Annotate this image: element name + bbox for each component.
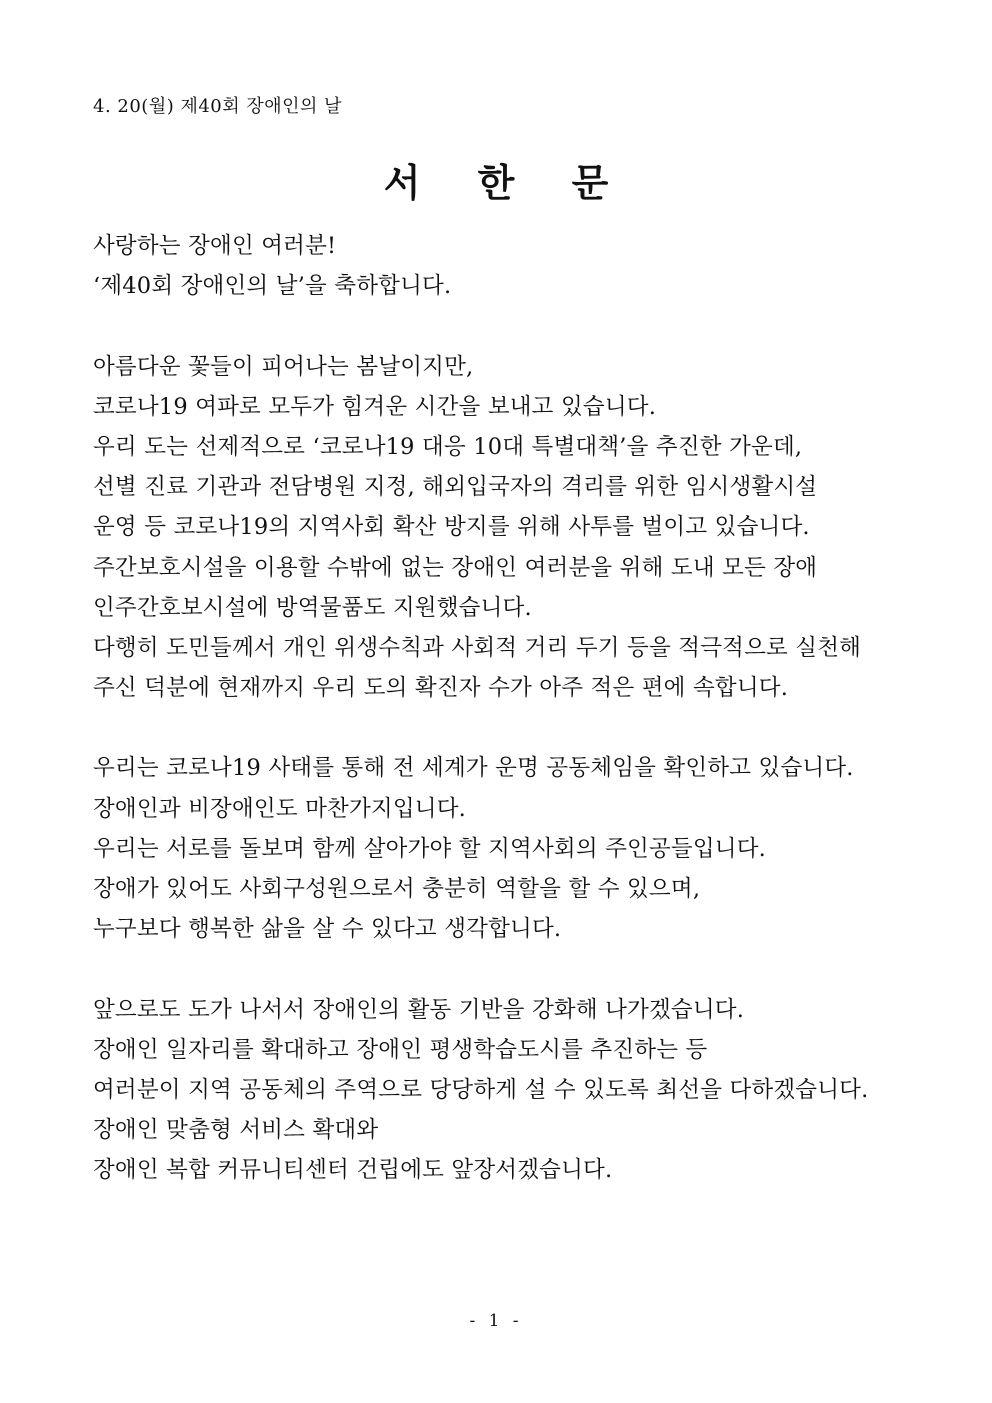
date-event-line: 4. 20(월) 제40회 장애인의 날 [93, 96, 343, 117]
body-line: 사랑하는 장애인 여러분! [93, 233, 337, 259]
letter-body [93, 226, 913, 1231]
body-line: 앞으로도 도가 나서서 장애인의 활동 기반을 강화해 나가겠습니다. [93, 996, 745, 1023]
body-line: 주간보호시설을 이용할 수밖에 없는 장애인 여러분을 위해 도내 모든 장애 [93, 554, 818, 581]
body-line: 우리는 서로를 돌보며 함께 살아가야 할 지역사회의 주인공들입니다. [93, 835, 766, 862]
body-line: 장애인 복합 커뮤니티센터 건립에도 앞장서겠습니다. [93, 1157, 613, 1184]
body-line: 선별 진료 기관과 전담병원 지정, 해외입국자의 격리를 위한 임시생활시설 [93, 474, 818, 501]
page-number: - 1 - [469, 1311, 523, 1331]
body-line: 장애인 일자리를 확대하고 장애인 평생학습도시를 추진하는 등 [93, 1036, 708, 1063]
body-line: 아름다운 꽃들이 피어나는 봄날이지만, [93, 353, 474, 380]
body-line: 운영 등 코로나19의 지역사회 확산 방지를 위해 사투를 벌이고 있습니다. [93, 514, 810, 541]
body-line: 여러분이 지역 공동체의 주역으로 당당하게 설 수 있도록 최선을 다하겠습니다. [93, 1076, 869, 1103]
document-title: 서 한 문 [383, 160, 631, 205]
paragraph-community [93, 748, 913, 949]
body-line: 인주간호보시설에 방역물품도 지원했습니다. [93, 594, 532, 621]
body-line: 장애가 있어도 사회구성원으로서 충분히 역할을 할 수 있으며, [93, 876, 701, 902]
body-line: 장애인과 비장애인도 마찬가지입니다. [93, 795, 467, 822]
body-line: 다행히 도민들께서 개인 위생수칙과 사회적 거리 두기 등을 적극적으로 실천해 [93, 634, 862, 661]
body-line: 우리는 코로나19 사태를 통해 전 세계가 운명 공동체임을 확인하고 있습니다. [93, 755, 854, 782]
body-line: ‘제40회 장애인의 날’을 축하합니다. [93, 273, 452, 300]
paragraph-greeting [93, 226, 913, 306]
body-line: 코로나19 여파로 모두가 힘겨운 시간을 보내고 있습니다. [93, 393, 657, 420]
paragraph-covid-response [93, 347, 913, 709]
body-line: 장애인 맞춤형 서비스 확대와 [93, 1117, 379, 1144]
paragraph-future-plans [93, 990, 913, 1191]
body-line: 누구보다 행복한 삶을 살 수 있다고 생각합니다. [93, 916, 562, 943]
body-line: 주신 덕분에 현재까지 우리 도의 확진자 수가 아주 적은 편에 속합니다. [93, 675, 789, 702]
body-line: 우리 도는 선제적으로 ‘코로나19 대응 10대 특별대책’을 추진한 가운데, [93, 433, 803, 460]
